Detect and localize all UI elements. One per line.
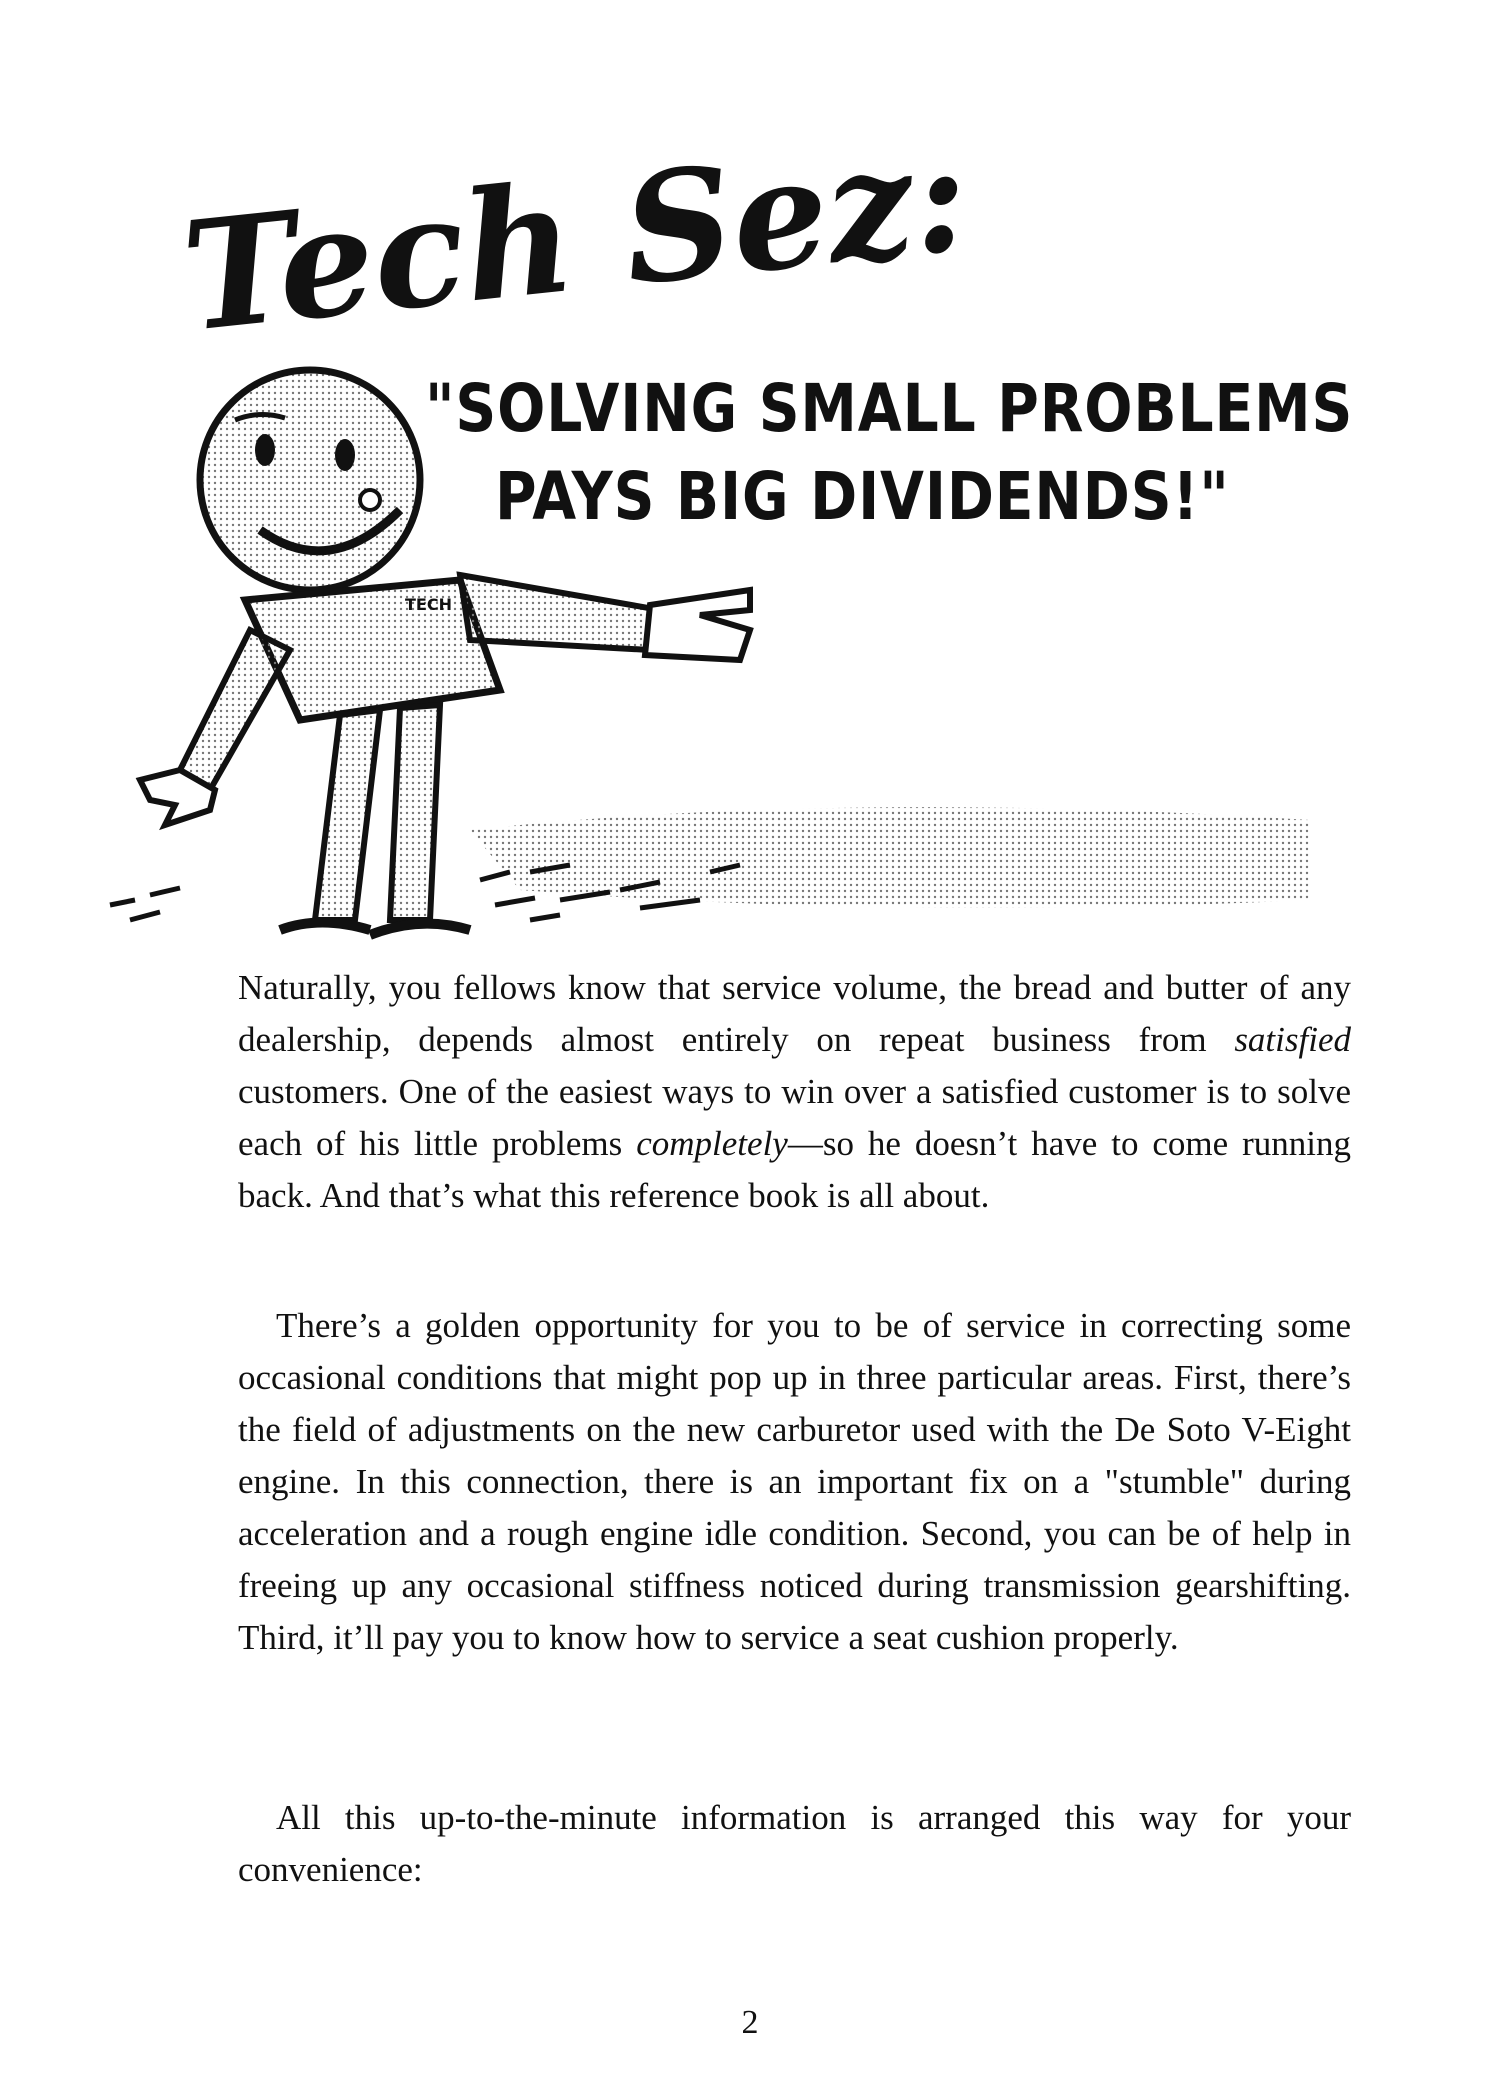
headline-line-2: PAYS BIG DIVIDENDS!" (495, 458, 1230, 535)
svg-text:Tech Sez:: Tech Sez: (175, 108, 977, 366)
emphasis-satisfied: satisfied (1234, 1020, 1351, 1059)
paragraph-opportunity: There’s a golden opportunity for you to be of service in correcting some occasional conditions that might pop up in three particular areas. First, there’s the field of adjustments on the new carburetor used with the De Soto V-Eight engine. In this connection, there is an important fix on a "stumble" during acceleration and a rough engine idle condition. Second, you can be of help in freeing up any occasional stiffness noticed during transmission gearshifting. Third, it’ll pay you to know how to service a seat cushion properly. (238, 1306, 1351, 1657)
headline-line-1: "SOLVING SMALL PROBLEMS (425, 370, 1354, 447)
mascot-head (200, 370, 420, 590)
page-number: 2 (741, 2004, 759, 2041)
robot-mascot-icon (140, 360, 1340, 960)
emphasis-completely: completely (636, 1124, 788, 1163)
paragraph-intro: Naturally, you fellows know that service volume, the bread and butter of any dealership, depends almost entirely on repeat business from satisfied customers. One of the easiest ways to win over a satisfied customer is to solve each of his little problems completely—so he doesn’t have to come running back. And that’s what this reference book is all about. (238, 968, 1351, 1215)
paragraph-arrangement: All this up-to-the-minute information is arranged this way for your convenience: (238, 1798, 1351, 1889)
tech-sez-logo (175, 100, 977, 370)
mascot-chest-label: TECH (405, 595, 452, 614)
